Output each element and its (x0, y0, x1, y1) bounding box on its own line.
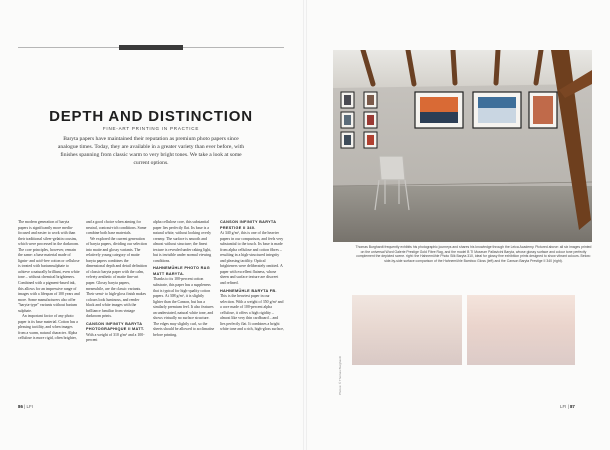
page-number: 87 (569, 404, 575, 409)
body-paragraph: and a good choice when aiming for neutral, contrast-rich conditions. Some combine both base materials. (86, 220, 147, 236)
article-subhead: FINE-ART PRINTING IN PRACTICE (102, 126, 200, 131)
body-paragraph: This is the heaviest paper in our selection. With a weight of 350 g/m² and a core made of 100-percent alpha cellulose, it offers a high rigidity – almost like very thin cardboard – and lies perfectly flat. It combines a bright white tone and a rich, high-gloss surface, (220, 294, 284, 332)
photo-caption: Thomas Burghardt frequently exhibits his photographic journeys and shares his knowledge through the Leica Academy. Pictured above: all six images printed on the universal Word Galerie Prestige Gold Fibre Rag, and the model B TI Museum Pallavicini Baryta, whose glossy surface and colour tone perfectly complement the depicted scene. right: the Hahnemühle Photo Silk Baryta 310, ideal for glossy fine exhibition prints designed to show vibrant colours. Below: side-by-side surface comparison of the Hahnemühle Bamboo Gloss (left) and the Canson Baryta Prestige II 340 (right). (355, 245, 592, 263)
photo-credit: Photos: © Thomas Burghardt (338, 356, 342, 395)
top-rule-accent (119, 45, 183, 50)
gallery-photo (333, 50, 592, 242)
body-paragraph: Thanks to its 100-percent cotton substrate, this paper has a suppleness that is typical for high-quality cotton papers. At 308 g/m², it is slightly lighter than the Canson, but has a similarly premium feel. It also features an understated, natural white tone, and shows virtually no surface structure. The edges may slightly curl, so the sheets should be allowed to acclimatise before printing. (153, 277, 215, 337)
folio-left (18, 404, 33, 409)
paper-subheading: HAHNEMÜHLE PHOTO RAG MATT BARYTA. (153, 266, 210, 276)
paper-subheading: CANSON INFINITY BARYTA PHOTOGRAPHIQUE II MATT. (86, 321, 145, 332)
paper-sample-right (467, 295, 575, 365)
paper-subheading: HAHNEMÜHLE BARYTA FB. (220, 288, 277, 293)
body-paragraph: An important factor of any photo paper is its base material. Cotton has a pleasing tactility, and when images from a warm, natural character. Alpha cellulose is more rigid, often brighter, (18, 314, 78, 341)
body-paragraph: The modern generation of baryta papers is significantly more media-focused and easier to work with than their traditional silver-gelatin cousins, which were processed in the darkroom. The core principles, however, remain the same: a base material made of lignin- and acid-free cotton or cellulose is treated with bariumsulphate to achieve a naturally brilliant, even white tone – without chemical brighteners. Combined with a pigment-based ink, this allows for an impressive range of images with a lifespan of 100 years and more. Some manufacturers also offer "baryta-type" variants without barium sulphate. (18, 220, 80, 313)
body-column-3 (153, 220, 215, 396)
paper-subheading: CANSON INFINITY BARYTA PRESTIGE II 340. (220, 220, 277, 230)
body-column-2 (86, 220, 148, 396)
folio-divider: | (567, 404, 570, 409)
body-paragraph: alpha cellulose core, this substantial paper lies perfectly flat. Its base is a natural white, without looking overly creamy. The surface is smooth and almost without structure; the finest texture is revealed under raking light, but is invisible under normal viewing conditions. (153, 220, 212, 263)
folio-right (560, 404, 575, 409)
article-standfirst: Baryta papers have maintained their reputation as premium photo papers since analogue times. Today, they are available in a greater variety than ever before, with finishes spanning from classic warm to very bright tones. We take a look at some current options. (57, 136, 245, 166)
folio-divider: | (24, 404, 27, 409)
folio-section: LFI (560, 404, 567, 409)
article-headline: DEPTH AND DISTINCTION (49, 108, 253, 125)
body-paragraph: At 340 g/m², this is one of the heavier papers in our comparison, and feels very substantial to the touch. Its base is made from alpha cellulose and cotton fibres – resulting in a high-structured integrity and pleasing tactility. Optical brighteners were deliberately omitted. A paper with excellent flatness, whose sheen and surface texture are discreet and refined. (220, 231, 284, 286)
gallery-photo-image (333, 50, 592, 242)
body-column-4 (220, 220, 284, 396)
page-number: 86 (18, 404, 23, 409)
paper-sample-left (352, 295, 462, 365)
folio-section: LFI (26, 404, 33, 409)
body-paragraph: With a weight of 310 g/m² and a 100-percent (86, 332, 145, 343)
body-column-1 (18, 220, 80, 396)
body-paragraph: We explored the current generation of baryta papers, dividing our selection into matte and glossy variants. The relatively young category of matte baryta papers combines the dimensional depth and detail definition of classic baryta paper with the calm, velvety aesthetic of matte fine-art paper. Glossy baryta papers, meanwhile, are the classic variants. Their semi- to high-gloss finish makes colours look luminous, and render black and white images with the brilliance familiar from vintage darkroom prints. (86, 236, 147, 319)
